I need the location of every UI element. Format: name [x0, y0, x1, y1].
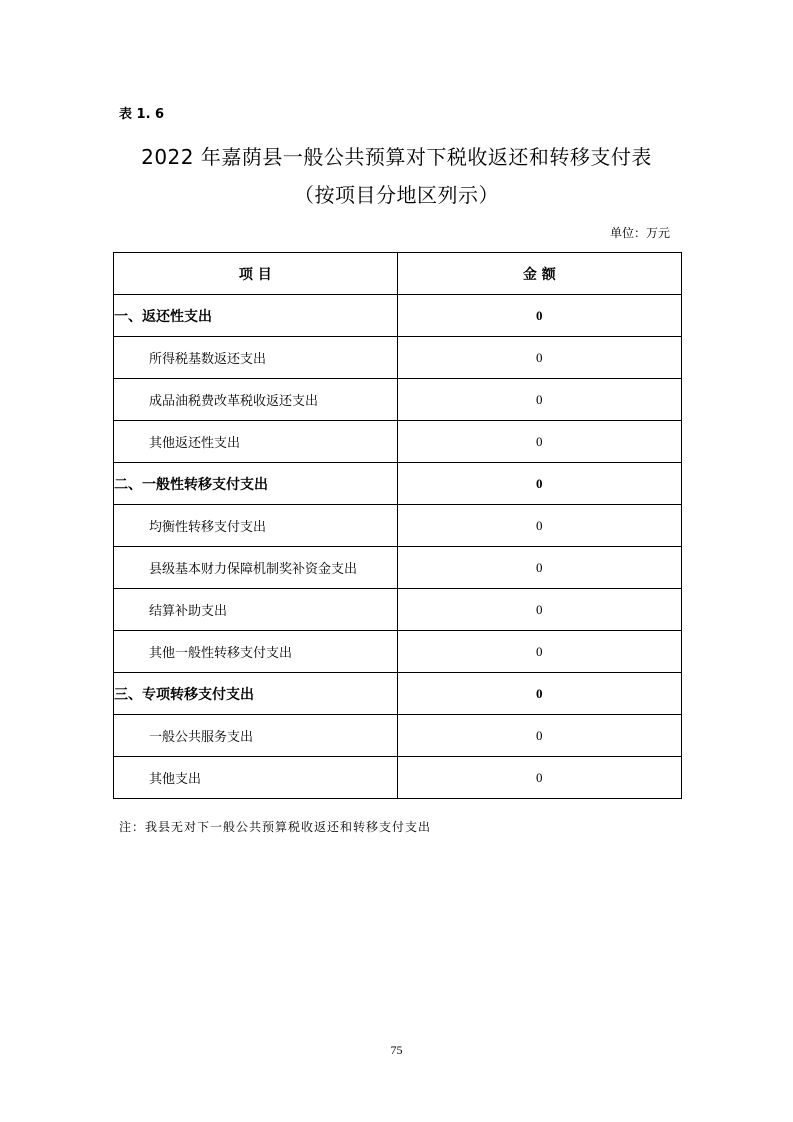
sub-item-cell: 其他返还性支出 — [114, 421, 398, 463]
table-row — [114, 589, 682, 631]
amount-cell: 0 — [397, 379, 681, 421]
table-row — [114, 715, 682, 757]
amount-cell: 0 — [397, 295, 681, 337]
document-subtitle: （按项目分地区列示） — [294, 183, 499, 207]
table-row — [114, 673, 682, 715]
footnote: 注：我县无对下一般公共预算税收返还和转移支付支出 — [119, 820, 432, 834]
amount-cell: 0 — [397, 421, 681, 463]
amount-cell: 0 — [397, 547, 681, 589]
amount-cell: 0 — [397, 589, 681, 631]
table-row — [114, 505, 682, 547]
sub-item-cell: 其他一般性转移支付支出 — [114, 631, 398, 673]
table-row — [114, 757, 682, 799]
amount-cell: 0 — [397, 631, 681, 673]
amount-cell: 0 — [397, 463, 681, 505]
table-row — [114, 421, 682, 463]
section-item-cell: 二、一般性转移支付支出 — [114, 463, 398, 505]
sub-item-cell: 结算补助支出 — [114, 589, 398, 631]
sub-item-cell: 成品油税费改革税收返还支出 — [114, 379, 398, 421]
table-header-row — [114, 253, 682, 295]
table-number-label: 表 1. 6 — [119, 107, 165, 122]
header-amount: 金 额 — [397, 253, 681, 295]
section-item-cell: 一、返还性支出 — [114, 295, 398, 337]
document-title: 2022 年嘉荫县一般公共预算对下税收返还和转移支付表 — [141, 145, 652, 169]
sub-item-cell: 县级基本财力保障机制奖补资金支出 — [114, 547, 398, 589]
amount-cell: 0 — [397, 757, 681, 799]
table-row — [114, 337, 682, 379]
header-item: 项 目 — [114, 253, 398, 295]
table-row — [114, 547, 682, 589]
table-row — [114, 463, 682, 505]
section-item-cell: 三、专项转移支付支出 — [114, 673, 398, 715]
sub-item-cell: 所得税基数返还支出 — [114, 337, 398, 379]
page-number: 75 — [390, 1043, 403, 1057]
amount-cell: 0 — [397, 337, 681, 379]
table-body — [114, 295, 682, 799]
sub-item-cell: 一般公共服务支出 — [114, 715, 398, 757]
sub-item-cell: 均衡性转移支付支出 — [114, 505, 398, 547]
table-row — [114, 631, 682, 673]
unit-label: 单位：万元 — [609, 226, 670, 240]
sub-item-cell: 其他支出 — [114, 757, 398, 799]
table-row — [114, 295, 682, 337]
amount-cell: 0 — [397, 673, 681, 715]
budget-table — [113, 252, 682, 799]
amount-cell: 0 — [397, 715, 681, 757]
table-row — [114, 379, 682, 421]
amount-cell: 0 — [397, 505, 681, 547]
